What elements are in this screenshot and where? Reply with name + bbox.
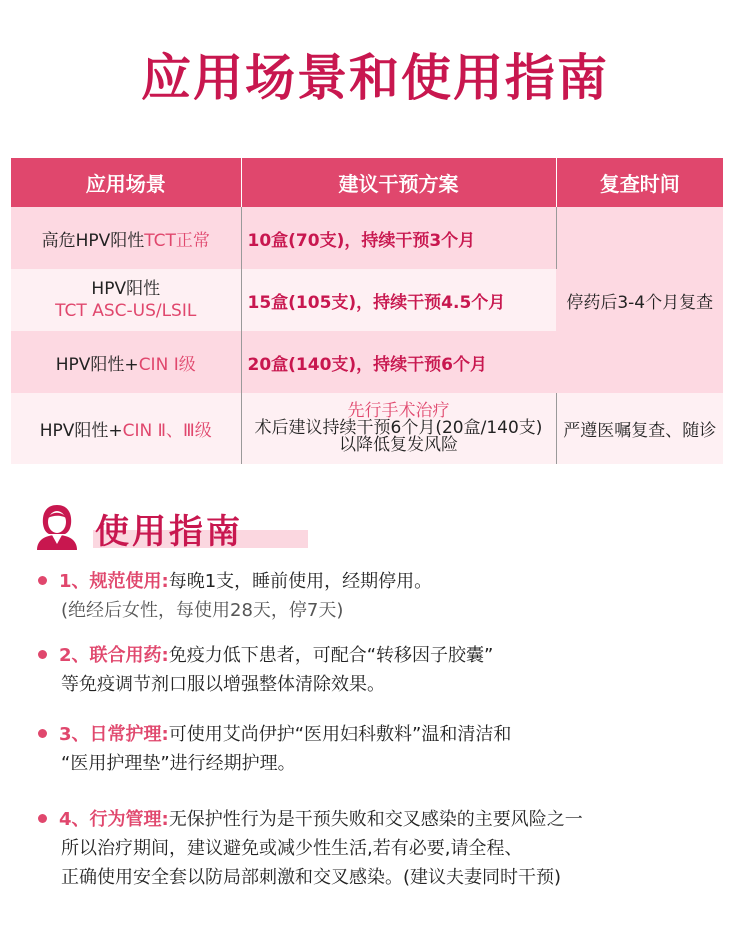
item-head: 1、规范使用: [59,571,169,592]
table-row [11,393,723,464]
item-text: 等免疫调节剂口服以增强整体清除效果。 [61,674,385,695]
table-row [11,207,723,269]
plan-line: 以降低复发风险 [339,435,458,455]
recheck-cell: 严遵医嘱复查、随诊 [556,393,723,464]
scenario-highlight: TCT正常 [144,230,210,251]
scenario-text: HPV阳性+ [55,354,139,375]
guide-item [38,641,493,699]
guide-line [38,805,583,834]
bullet-icon [38,814,47,823]
bullet-icon [38,576,47,585]
item-text: “医用护理垫”进行经期护理。 [61,753,296,774]
header-scenario: 应用场景 [11,158,241,207]
guide-item [38,805,583,892]
guide-item [38,720,511,778]
plan-line: 先行手术治疗 [347,401,450,421]
scenario-text: HPV阳性 [91,279,161,299]
guide-line [38,567,432,596]
doctor-icon [35,502,79,550]
scenario-cell [11,269,241,331]
bullet-icon [38,729,47,738]
plan-cell: 10盒(70支)，持续干预3个月 [241,207,556,269]
plan-cell [241,393,556,464]
guide-item [38,567,432,625]
scenario-cell [11,207,241,269]
scenario-cell [11,331,241,393]
plan-line: 术后建议持续干预6个月(20盒/140支) [254,418,543,438]
item-head: 3、日常护理: [59,724,169,745]
page-title: 应用场景和使用指南 [141,49,609,107]
scenario-cell [11,393,241,464]
item-text: 无保护性行为是干预失败和交叉感染的主要风险之一 [168,809,583,830]
bullet-icon [38,650,47,659]
item-text: 可使用艾尚伊护“医用妇科敷料”温和清洁和 [168,724,512,745]
scenario-text: HPV阳性+ [39,421,123,441]
guide-line [38,641,493,670]
item-text: 免疫力低下患者，可配合“转移因子胶囊” [168,645,494,666]
scenario-highlight: CIN Ⅱ、Ⅲ级 [122,421,212,441]
item-head: 2、联合用药: [59,645,169,666]
header-recheck: 复查时间 [556,158,723,207]
item-text: (绝经后女性，每使用28天，停7天) [61,600,344,621]
guide-title: 使用指南 [95,512,243,552]
plan-cell: 20盒(140支)，持续干预6个月 [241,331,556,393]
item-text: 正确使用安全套以防局部刺激和交叉感染。(建议夫妻同时干预) [61,867,562,888]
item-head: 4、行为管理: [59,809,169,830]
recheck-cell: 停药后3-4个月复查 [556,207,723,393]
item-text: 所以治疗期间，建议避免或减少性生活,若有必要,请全程、 [61,838,523,859]
scenario-highlight: TCT ASC-US/LSIL [55,301,197,321]
scenario-highlight: CIN Ⅰ级 [138,354,196,375]
scenario-table [11,158,723,464]
scenario-text: 高危HPV阳性 [41,230,145,251]
header-plan: 建议干预方案 [241,158,556,207]
guide-line [38,720,511,749]
table-header-row [11,158,723,207]
plan-cell: 15盒(105支)，持续干预4.5个月 [241,269,556,331]
item-text: 每晚1支，睡前使用，经期停用。 [168,571,433,592]
